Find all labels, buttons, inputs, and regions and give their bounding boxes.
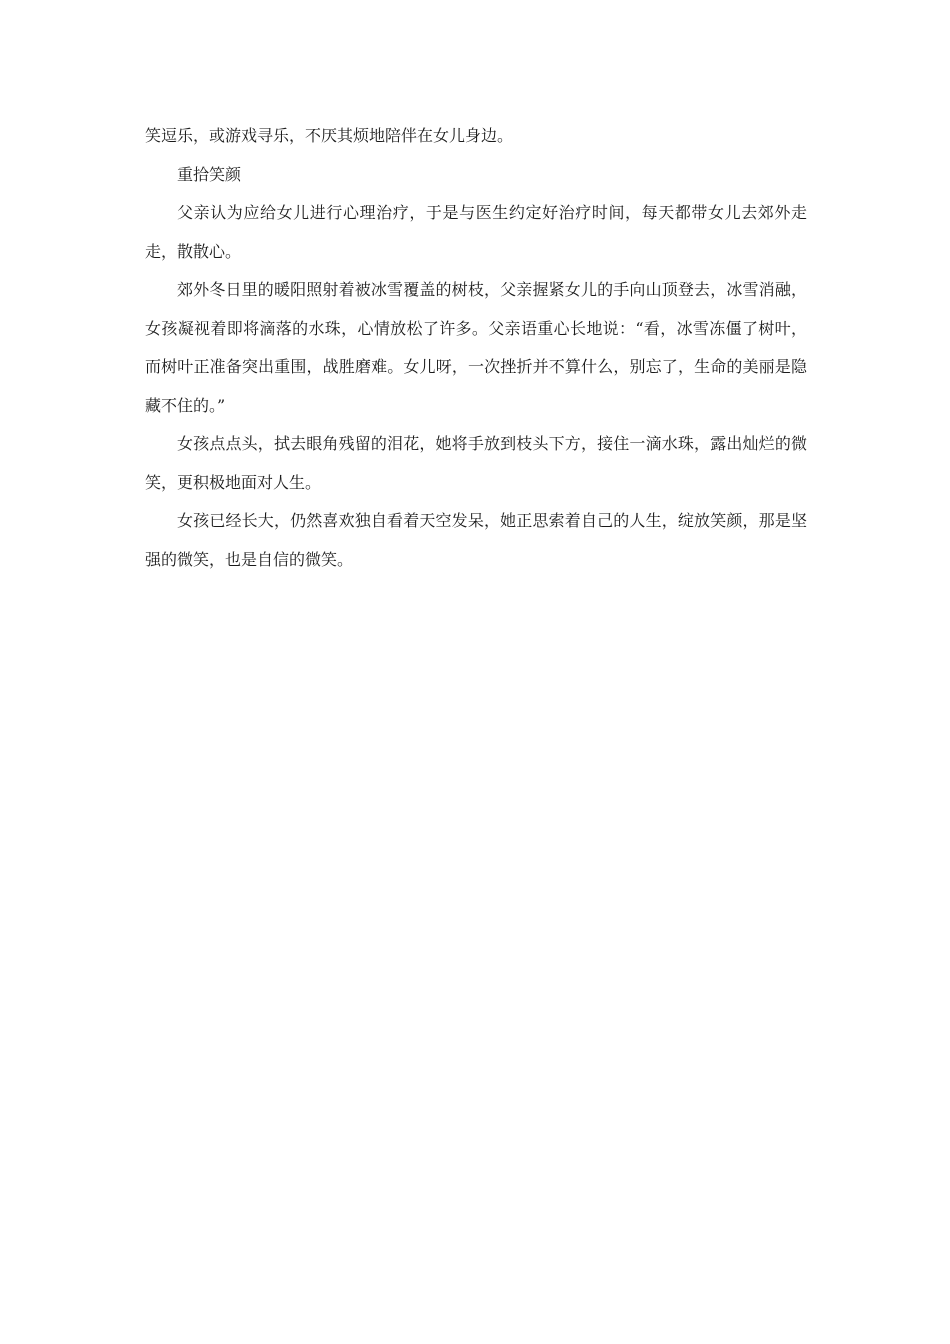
paragraph: 女孩已经长大，仍然喜欢独自看着天空发呆，她正思索着自己的人生，绽放笑颜，那是坚强的微笑，也是自信的微笑。: [145, 511, 807, 569]
section-heading: 重拾笑颜: [177, 164, 242, 184]
document-body: [145, 117, 807, 579]
paragraph: 父亲认为应给女儿进行心理治疗，于是与医生约定好治疗时间，每天都带女儿去郊外走走，散散心。: [145, 203, 807, 261]
paragraph: 郊外冬日里的暖阳照射着被冰雪覆盖的树枝，父亲握紧女儿的手向山顶登去，冰雪消融，女孩凝视着即将滴落的水珠，心情放松了许多。父亲语重心长地说：“看，冰雪冻僵了树叶，而树叶正准备突出重围，战胜磨难。女儿呀，一次挫折并不算什么，别忘了，生命的美丽是隐藏不住的。”: [145, 280, 807, 415]
paragraph: 女孩点点头，拭去眼角残留的泪花，她将手放到枝头下方，接住一滴水珠，露出灿烂的微笑，更积极地面对人生。: [145, 434, 807, 492]
paragraph-continuation: 笑逗乐，或游戏寻乐，不厌其烦地陪伴在女儿身边。: [145, 126, 514, 145]
